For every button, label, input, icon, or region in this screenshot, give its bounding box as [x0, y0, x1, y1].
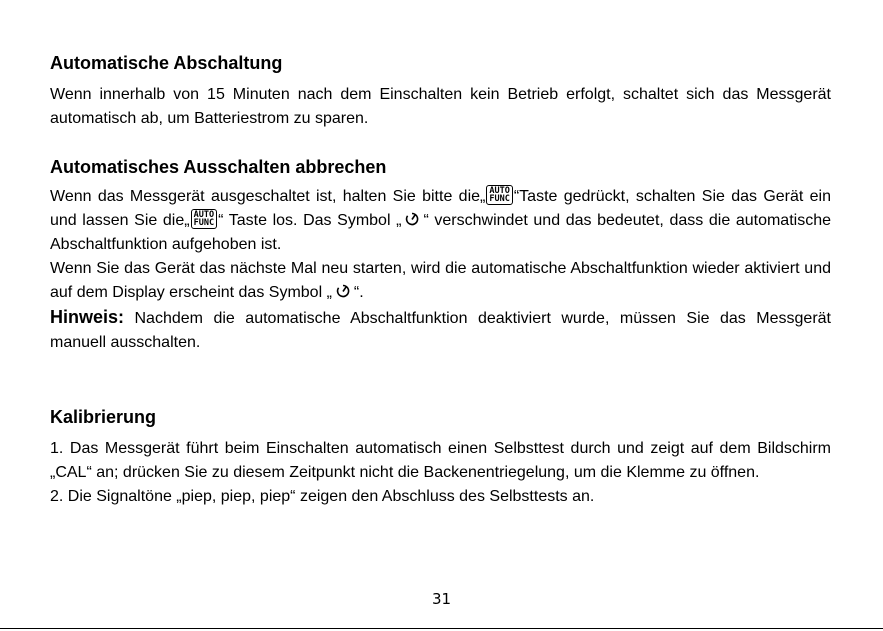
text-segment: “.	[353, 284, 364, 301]
auto-func-key-icon	[191, 209, 217, 229]
heading-calibration: Kalibrierung	[50, 407, 157, 427]
auto-power-off-icon	[335, 283, 351, 299]
section-auto-off	[50, 51, 831, 131]
key-label-line2: FUNC	[193, 217, 215, 228]
paragraph-cancel-instructions	[50, 185, 831, 257]
list-item: 2. Die Signaltöne „piep, piep, piep“ zeigen den Abschluss des Selbsttests an.	[50, 488, 595, 505]
text-segment: Wenn das Messgerät ausgeschaltet ist, halten Sie bitte die„	[50, 188, 486, 205]
note-text: Nachdem die automatische Abschaltfunktion deaktiviert wurde, müssen Sie das Messgerät manuell ausschalten.	[50, 310, 831, 351]
paragraph-note	[50, 305, 831, 355]
paragraph-restart	[50, 257, 831, 305]
auto-func-key-icon	[486, 185, 512, 205]
text-segment: “ Taste los. Das Symbol „	[218, 212, 402, 229]
key-label-line2: FUNC	[489, 193, 510, 204]
list-item: 1. Das Messgerät führt beim Einschalten automatisch einen Selbsttest durch und zeigt auf dem Bildschirm „CAL“ an; drücken Sie zu diesem Zeitpunkt nicht die Backenentriegelung, um die Klemme zu öffnen.	[50, 440, 831, 481]
text-segment: “ verschwindet und das bedeutet, dass die automatische Abschaltfunktion aufgehoben ist.	[50, 212, 831, 253]
note-label: Hinweis:	[50, 307, 125, 327]
key-label-line1: AUTO	[489, 185, 510, 196]
footer-divider	[0, 628, 883, 629]
text-segment: “Taste gedrückt, schalten Sie das Gerät ein und lassen Sie die„	[50, 188, 832, 229]
section-calibration	[50, 405, 831, 509]
text-segment: Wenn Sie das Gerät das nächste Mal neu starten, wird die automatische Abschaltfunktion wieder aktiviert und auf dem Display erscheint das Symbol „	[50, 260, 831, 301]
heading-auto-off: Automatische Abschaltung	[50, 53, 283, 73]
heading-cancel-auto-off: Automatisches Ausschalten abbrechen	[50, 157, 387, 177]
page-number: 31	[431, 590, 452, 608]
paragraph-auto-off: Wenn innerhalb von 15 Minuten nach dem Einschalten kein Betrieb erfolgt, schaltet sich das Messgerät automatisch ab, um Batteriestrom zu sparen.	[50, 86, 831, 127]
key-label-line1: AUTO	[193, 209, 215, 220]
auto-power-off-icon	[404, 211, 420, 227]
section-cancel-auto-off	[50, 155, 831, 355]
